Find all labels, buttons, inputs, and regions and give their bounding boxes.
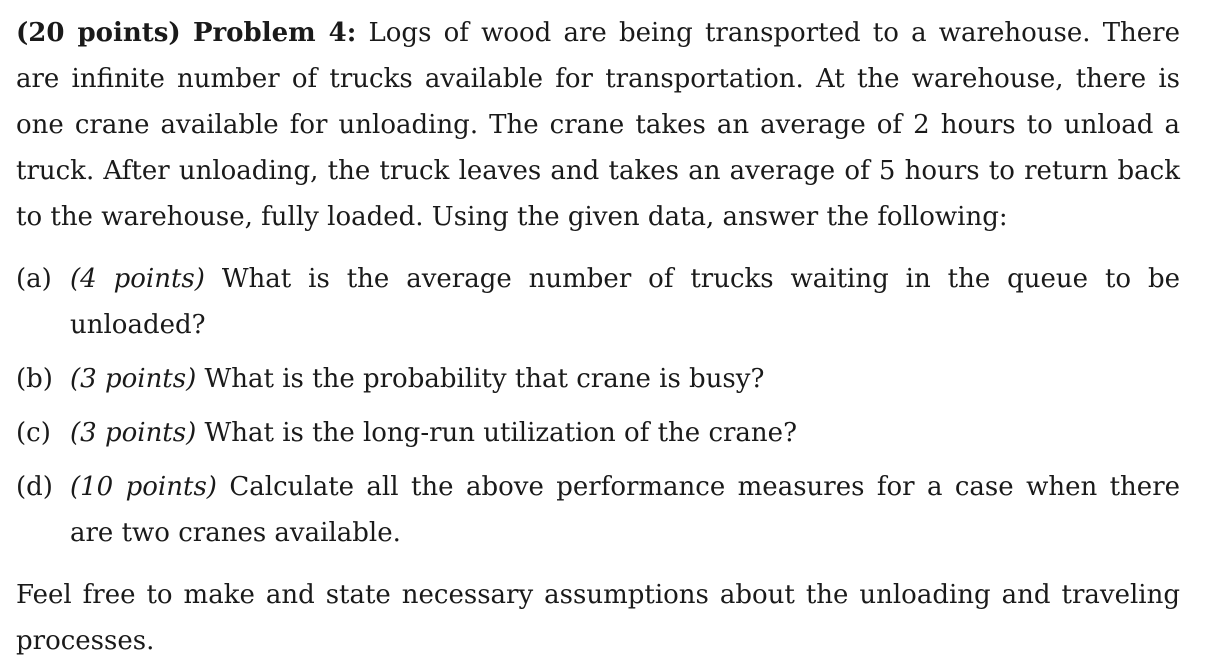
problem-intro xyxy=(16,10,1180,240)
question-a xyxy=(16,256,1180,348)
question-label: (a) xyxy=(16,264,52,294)
question-points: (3 points) xyxy=(70,364,197,394)
question-label: (b) xyxy=(16,364,53,394)
question-text: What is the average number of trucks waiting in the queue to be unloaded? xyxy=(70,264,1180,340)
question-text: What is the probability that crane is busy? xyxy=(204,364,765,394)
closing-note: Feel free to make and state necessary assumptions about the unloading and traveling processes. xyxy=(16,580,1180,656)
question-d xyxy=(16,464,1180,556)
question-text: What is the long-run utilization of the crane? xyxy=(204,418,798,448)
question-label: (d) xyxy=(16,472,53,502)
question-c xyxy=(16,410,1180,456)
question-points: (4 points) xyxy=(70,264,205,294)
question-text: Calculate all the above performance measures for a case when there are two cranes available. xyxy=(70,472,1181,548)
question-label: (c) xyxy=(16,418,51,448)
problem-points: (20 points) xyxy=(16,18,181,48)
problem-document xyxy=(16,10,1180,664)
question-list xyxy=(16,256,1180,556)
problem-intro-text: Logs of wood are being transported to a warehouse. There are infinite number of trucks available for transportation. At the warehouse, there is one crane available for unloading. The crane takes an average of 2 hours to unload a truck. After unloading, the truck leaves and takes an average of 5 hours to return back to the warehouse, fully loaded. Using the given data, answer the following: xyxy=(16,18,1180,232)
question-b xyxy=(16,356,1180,402)
question-points: (10 points) xyxy=(70,472,217,502)
question-points: (3 points) xyxy=(70,418,197,448)
problem-title: Problem 4: xyxy=(192,18,357,48)
